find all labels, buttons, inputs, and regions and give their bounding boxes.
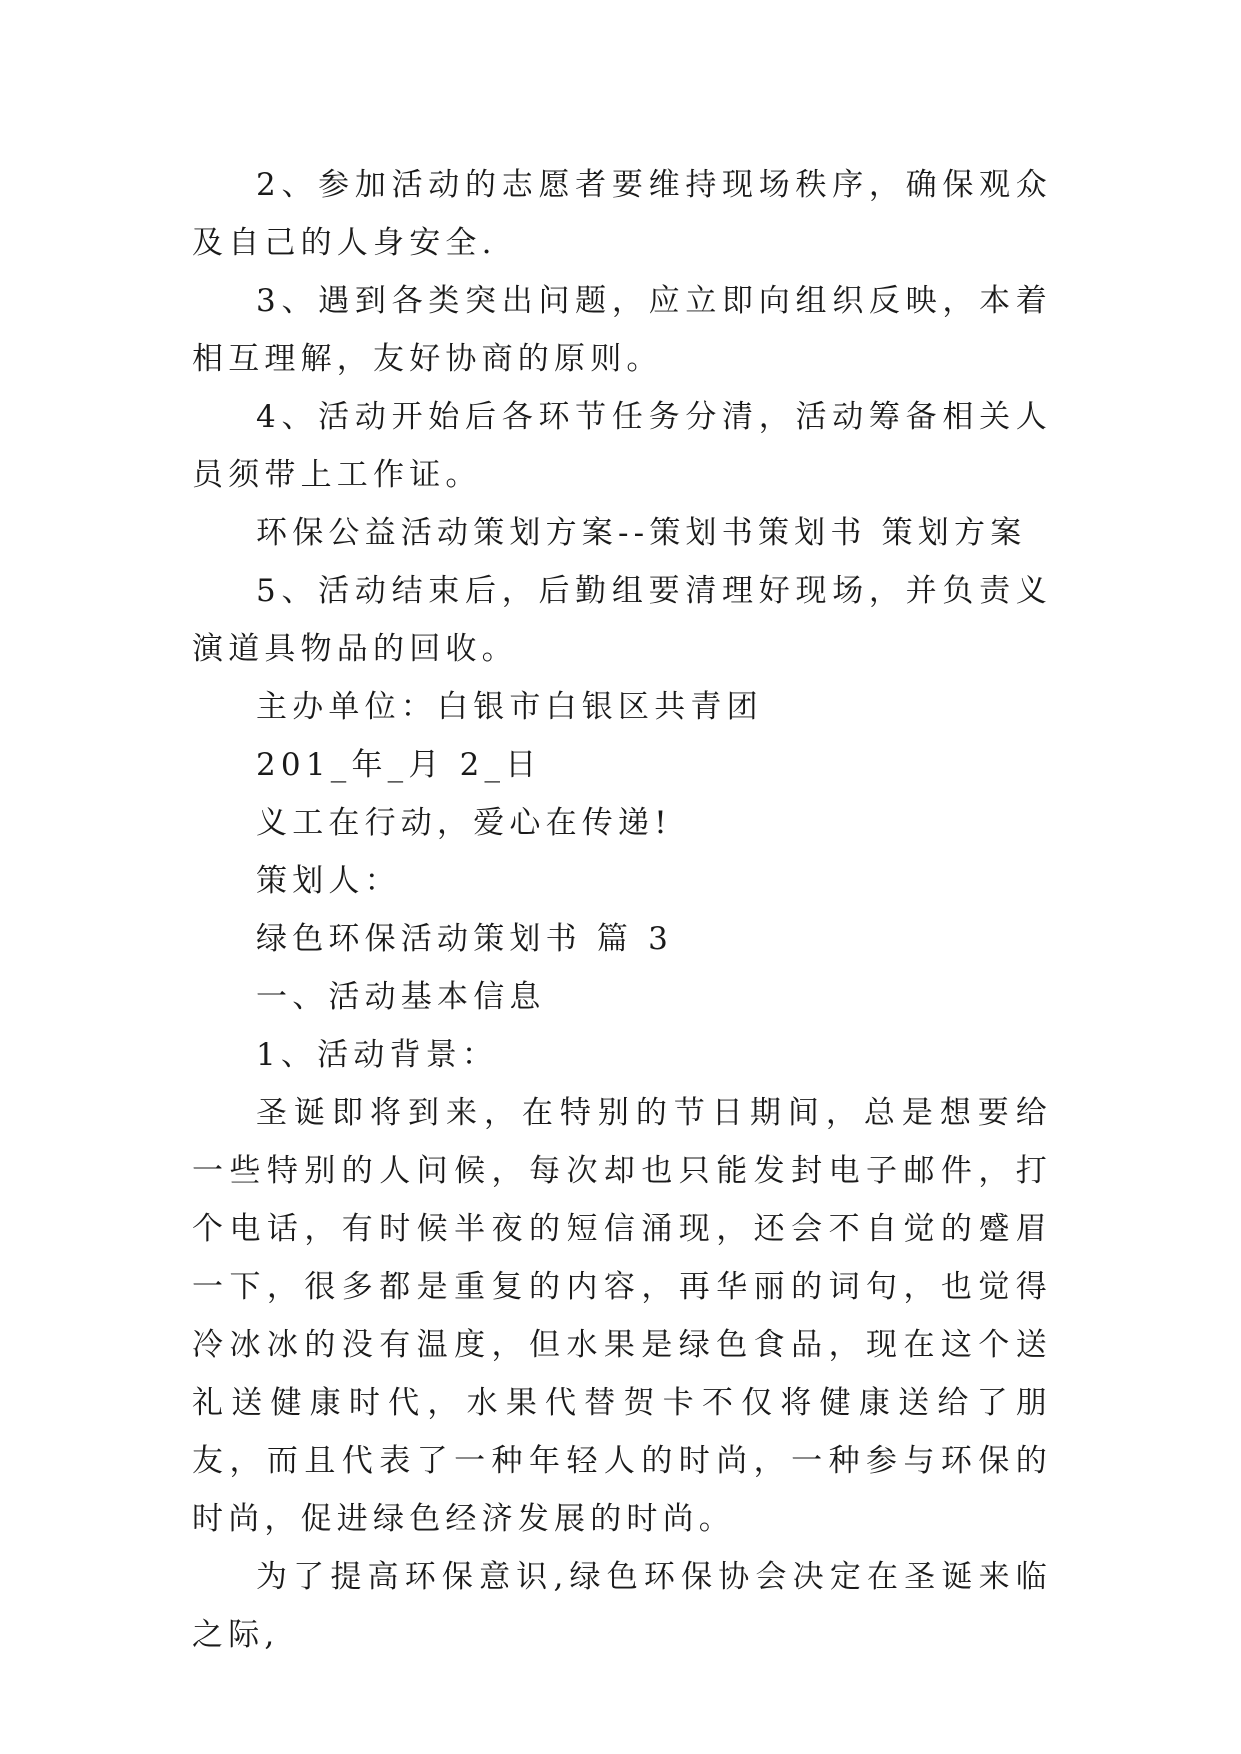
paragraph-cleanup: 5、活动结束后，后勤组要清理好现场，并负责义演道具物品的回收。 [192, 573, 1052, 667]
paragraph-task-division: 4、活动开始后各环节任务分清，活动筹备相关人员须带上工作证。 [192, 399, 1052, 493]
paragraph-volunteer-order: 2、参加活动的志愿者要维持现场秩序，确保观众及自己的人身安全. [192, 167, 1052, 261]
subheading-background: 1、活动背景： [256, 1037, 499, 1073]
paragraph-planner: 策划人： [256, 863, 401, 899]
document-page [192, 156, 1052, 1664]
paragraph-slogan: 义工在行动，爱心在传递! [256, 805, 672, 841]
section-heading-basic-info: 一、活动基本信息 [256, 979, 546, 1015]
paragraph-organizer: 主办单位：白银市白银区共青团 [256, 689, 763, 725]
paragraph-background-body: 圣诞即将到来，在特别的节日期间，总是想要给一些特别的人问候，每次却也只能发封电子邮件，打个电话，有时候半夜的短信涌现，还会不自觉的蹙眉一下，很多都是重复的内容，再华丽的词句，也觉得冷冰冰的没有温度，但水果是绿色食品，现在这个送礼送健康时代，水果代替贺卡不仅将健康送给了朋友，而且代表了一种年轻人的时尚，一种参与环保的时尚，促进绿色经济发展的时尚。 [192, 1095, 1052, 1537]
paragraph-date: 201_年_月 2_日 [256, 747, 542, 783]
paragraph-plan-title-line: 环保公益活动策划方案--策划书策划书 策划方案 [256, 515, 1027, 551]
section-heading-plan-3: 绿色环保活动策划书 篇 3 [256, 921, 674, 957]
paragraph-problem-handling: 3、遇到各类突出问题，应立即向组织反映，本着相互理解，友好协商的原则。 [192, 283, 1052, 377]
paragraph-awareness: 为了提高环保意识,绿色环保协会决定在圣诞来临之际, [192, 1559, 1052, 1653]
